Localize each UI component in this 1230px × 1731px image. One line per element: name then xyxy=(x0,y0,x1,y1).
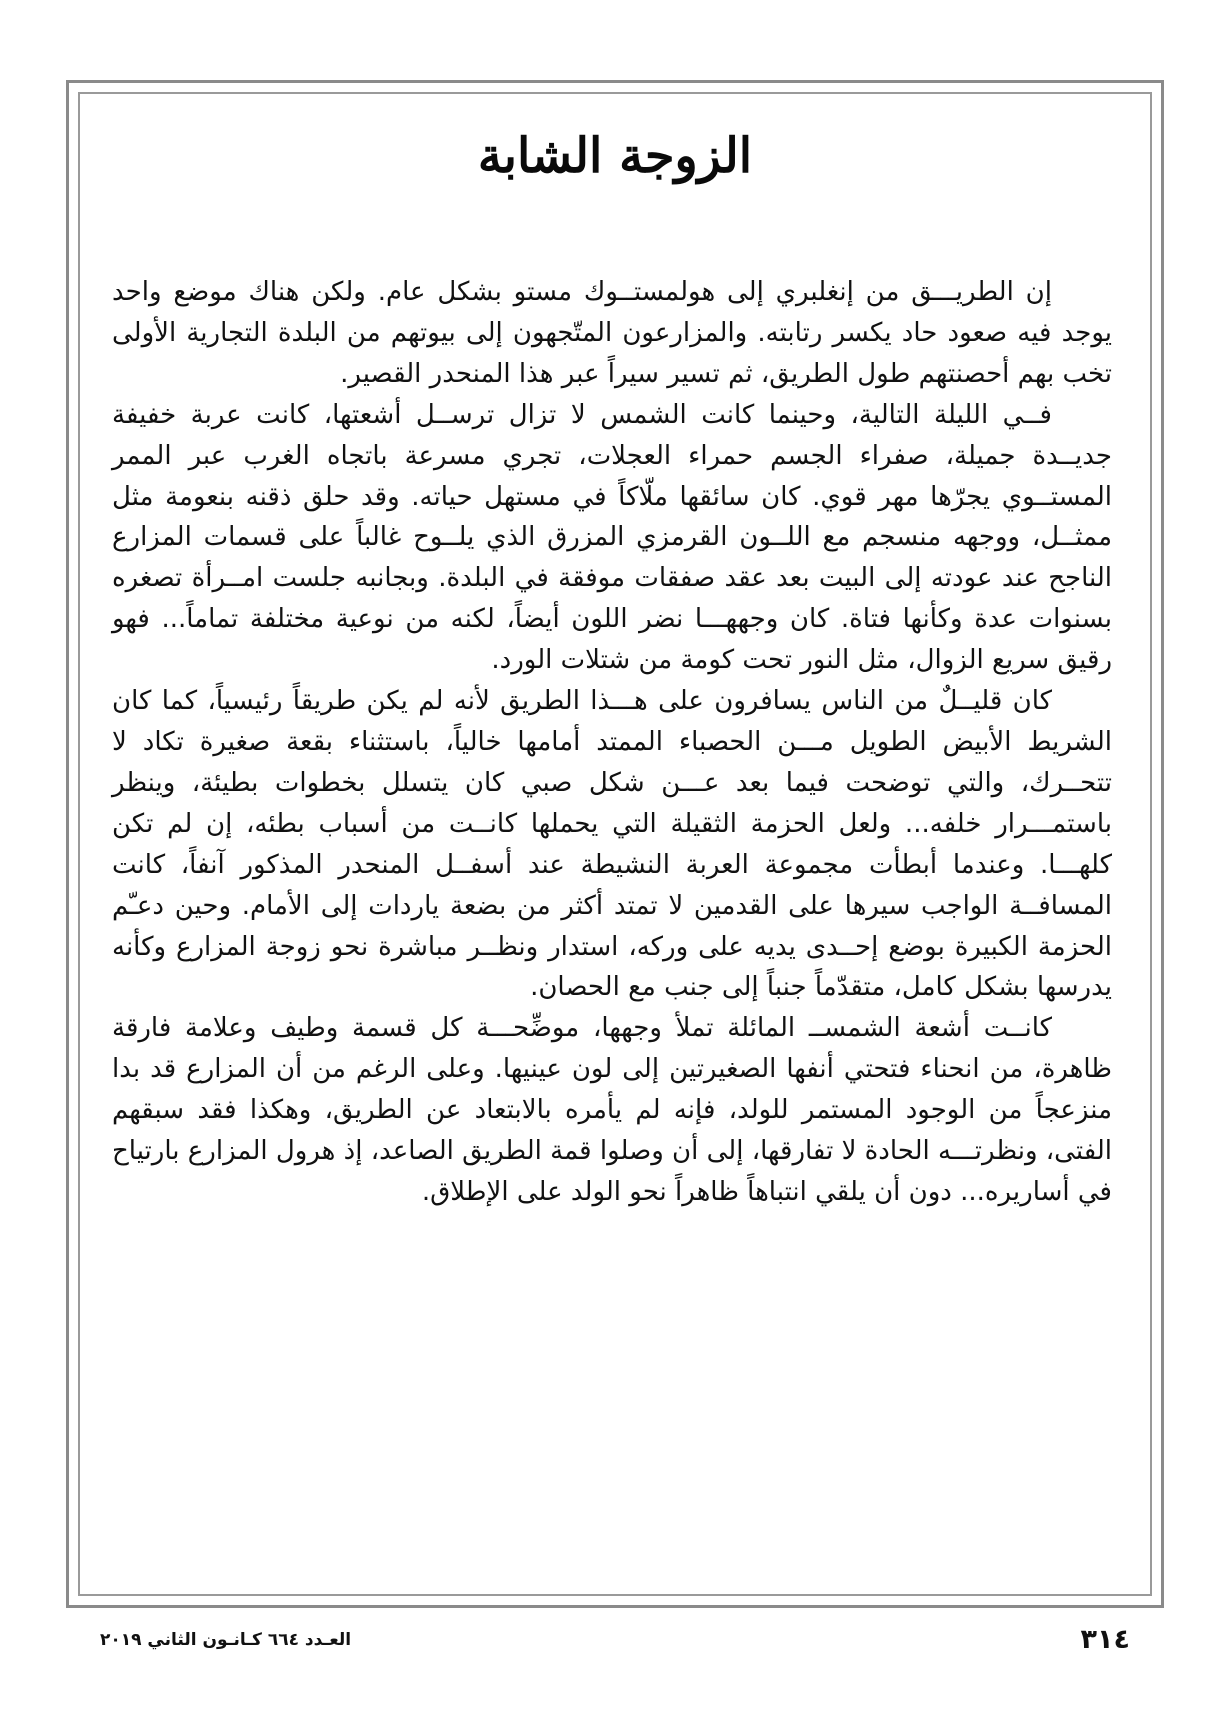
issue-info: العـدد ٦٦٤ كـانـون الثاني ٢٠١٩ xyxy=(100,1630,352,1650)
paragraph: إن الطريـــق من إنغلبري إلى هولمستــوك مستو بشكل عام. ولكن هناك موضع واحد يوجد فيه صعود حاد يكسر رتابته. والمزارعون المتّجهون إلى بيوتهم من البلدة التجارية الأولى تخب بهم أحصنتهم طول الطريق، ثم تسير سيراً عبر هذا المنحدر القصير. xyxy=(112,277,1112,389)
page-footer xyxy=(100,1624,1130,1664)
paragraph: كان قليــلٌ من الناس يسافرون على هـــذا الطريق لأنه لم يكن طريقاً رئيسياً، كما كان الشريط الأبيض الطويل مـــن الحصباء الممتد أمامها خالياً، باستثناء بقعة صغيرة تكاد لا تتحــرك، والتي توضحت فيما بعد عـــن شكل صبي كان يتسلل بخطوات بطيئة، وينظر باستمـــرار خلفه... ولعل الحزمة الثقيلة التي يحملها كانــت من أسباب بطئه، إن لم تكن كلهـــا. وعندما أبطأت مجموعة العربة النشيطة عند أسفــل المنحدر المذكور آنفاً، كانت المسافــة الواجب سيرها على القدمين لا تمتد أكثر من بضعة ياردات إلى الأمام. وحين دعـّم الحزمة الكبيرة بوضع إحــدى يديه على وركه، استدار ونظــر مباشرة نحو زوجة المزارع وكأنه يدرسها بشكل كامل، متقدّماً جنباً إلى جنب مع الحصان. xyxy=(112,686,1112,1003)
paragraph: فــي الليلة التالية، وحينما كانت الشمس لا تزال ترســل أشعتها، كانت عربة خفيفة جديــدة جميلة، صفراء الجسم حمراء العجلات، تجري مسرعة باتجاه الغرب عبر الممر المستــوي يجرّها مهر قوي. كان سائقها ملّاكاً في مستهل حياته. وقد حلق ذقنه بنعومة مثل ممثــل، ووجهه منسجم مع اللــون القرمزي المزرق الذي يلــوح غالباً على قسمات المزارع الناجح عند عودته إلى البيت بعد عقد صفقات موفقة في البلدة. وبجانبه جلست امــرأة تصغره بسنوات عدة وكأنها فتاة. كان وجههـــا نضر اللون أيضاً، لكنه من نوعية مختلفة تماماً... فهو رقيق سريع الزوال، مثل النور تحت كومة من شتلات الورد. xyxy=(112,399,1112,676)
article-body xyxy=(112,272,1112,1213)
page-number: ٣١٤ xyxy=(1080,1624,1130,1655)
article-title: الزوجة الشابة xyxy=(477,128,753,184)
paragraph: كانــت أشعة الشمســ المائلة تملأ وجهها، موضِّحـــة كل قسمة وطيف وعلامة فارقة ظاهرة، من انحناء فتحتي أنفها الصغيرتين إلى لون عينيها. وعلى الرغم من أن المزارع قد بدا منزعجاً من الوجود المستمر للولد، فإنه لم يأمره بالابتعاد عن الطريق، وهكذا فقد سبقهم الفتى، ونظرتـــه الحادة لا تفارقها، إلى أن وصلوا قمة الطريق الصاعد، إذ هرول المزارع بارتياح في أساريره... دون أن يلقي انتباهاً ظاهراً نحو الولد على الإطلاق. xyxy=(112,1013,1112,1207)
